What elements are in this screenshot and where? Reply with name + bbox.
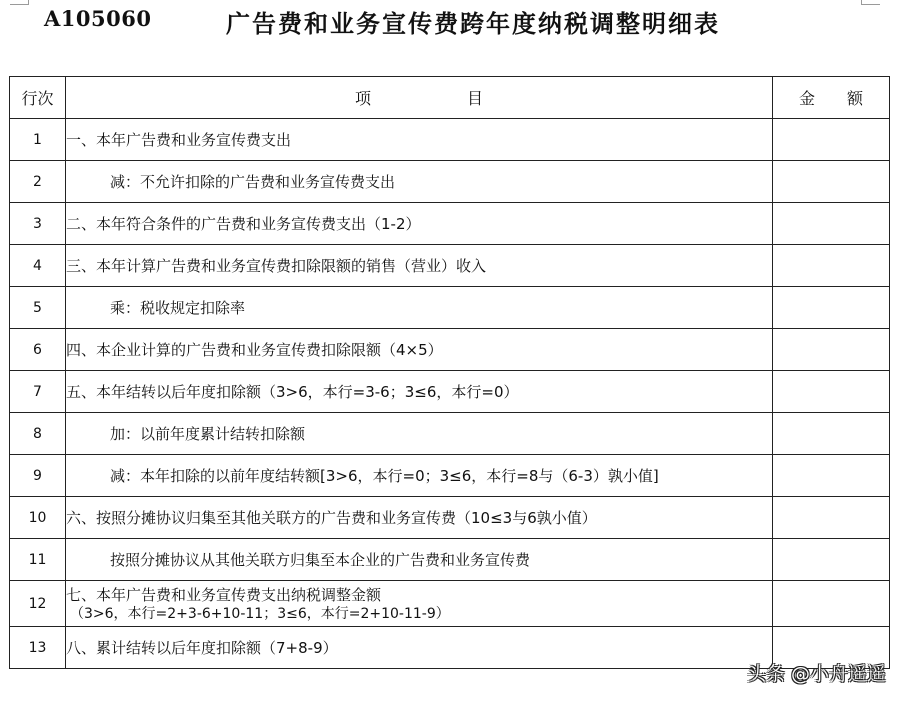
row-number: 1 <box>10 119 66 161</box>
amount-cell[interactable] <box>773 413 890 455</box>
col-header-amount: 金 额 <box>773 77 890 119</box>
crop-mark-left <box>10 0 29 5</box>
table-row <box>10 203 890 245</box>
table-row <box>10 581 890 627</box>
amount-cell[interactable] <box>773 329 890 371</box>
row-item: 四、本企业计算的广告费和业务宣传费扣除限额（4×5） <box>66 329 773 371</box>
row-number: 12 <box>10 581 66 627</box>
row-number: 13 <box>10 627 66 669</box>
col-header-item: 项 目 <box>66 77 773 119</box>
row-number: 6 <box>10 329 66 371</box>
amount-cell[interactable] <box>773 539 890 581</box>
row-number: 10 <box>10 497 66 539</box>
row-item: 减：不允许扣除的广告费和业务宣传费支出 <box>66 161 773 203</box>
row-number: 9 <box>10 455 66 497</box>
row-number: 7 <box>10 371 66 413</box>
table-header-row <box>10 77 890 119</box>
row-item <box>66 581 773 627</box>
row-number: 2 <box>10 161 66 203</box>
row-item: 五、本年结转以后年度扣除额（3>6，本行=3-6；3≤6，本行=0） <box>66 371 773 413</box>
row-item: 八、累计结转以后年度扣除额（7+8-9） <box>66 627 773 669</box>
row-number: 3 <box>10 203 66 245</box>
amount-cell[interactable] <box>773 581 890 627</box>
amount-cell[interactable] <box>773 161 890 203</box>
form-code: A105060 <box>44 6 152 31</box>
table-row <box>10 497 890 539</box>
table-row <box>10 371 890 413</box>
table-row <box>10 161 890 203</box>
amount-cell[interactable] <box>773 203 890 245</box>
table-row <box>10 413 890 455</box>
row-item: 加：以前年度累计结转扣除额 <box>66 413 773 455</box>
row-item: 按照分摊协议从其他关联方归集至本企业的广告费和业务宣传费 <box>66 539 773 581</box>
amount-cell[interactable] <box>773 371 890 413</box>
table-row <box>10 539 890 581</box>
row-number: 11 <box>10 539 66 581</box>
row-item: 二、本年符合条件的广告费和业务宣传费支出（1-2） <box>66 203 773 245</box>
row-number: 8 <box>10 413 66 455</box>
table-row <box>10 245 890 287</box>
row-item: 乘：税收规定扣除率 <box>66 287 773 329</box>
amount-cell[interactable] <box>773 455 890 497</box>
table-row <box>10 287 890 329</box>
crop-mark-right <box>861 0 880 5</box>
row-item-line1: 七、本年广告费和业务宣传费支出纳税调整金额 <box>66 585 382 604</box>
row-item-formula: （3>6，本行=2+3-6+10-11；3≤6，本行=2+10-11-9） <box>70 605 450 622</box>
page-title: 广告费和业务宣传费跨年度纳税调整明细表 <box>226 9 720 38</box>
table-row <box>10 119 890 161</box>
col-header-row-number: 行次 <box>10 77 66 119</box>
amount-cell[interactable] <box>773 287 890 329</box>
amount-cell[interactable] <box>773 245 890 287</box>
row-number: 5 <box>10 287 66 329</box>
row-item: 三、本年计算广告费和业务宣传费扣除限额的销售（营业）收入 <box>66 245 773 287</box>
amount-cell[interactable] <box>773 119 890 161</box>
table-row <box>10 329 890 371</box>
row-item: 六、按照分摊协议归集至其他关联方的广告费和业务宣传费（10≤3与6孰小值） <box>66 497 773 539</box>
watermark: 头条 @小舟遥遥 <box>746 663 886 685</box>
row-item: 减：本年扣除的以前年度结转额[3>6，本行=0；3≤6，本行=8与（6-3）孰小值] <box>66 455 773 497</box>
row-number: 4 <box>10 245 66 287</box>
tax-adjustment-table <box>9 76 890 669</box>
table-row <box>10 455 890 497</box>
amount-cell[interactable] <box>773 497 890 539</box>
row-item: 一、本年广告费和业务宣传费支出 <box>66 119 773 161</box>
